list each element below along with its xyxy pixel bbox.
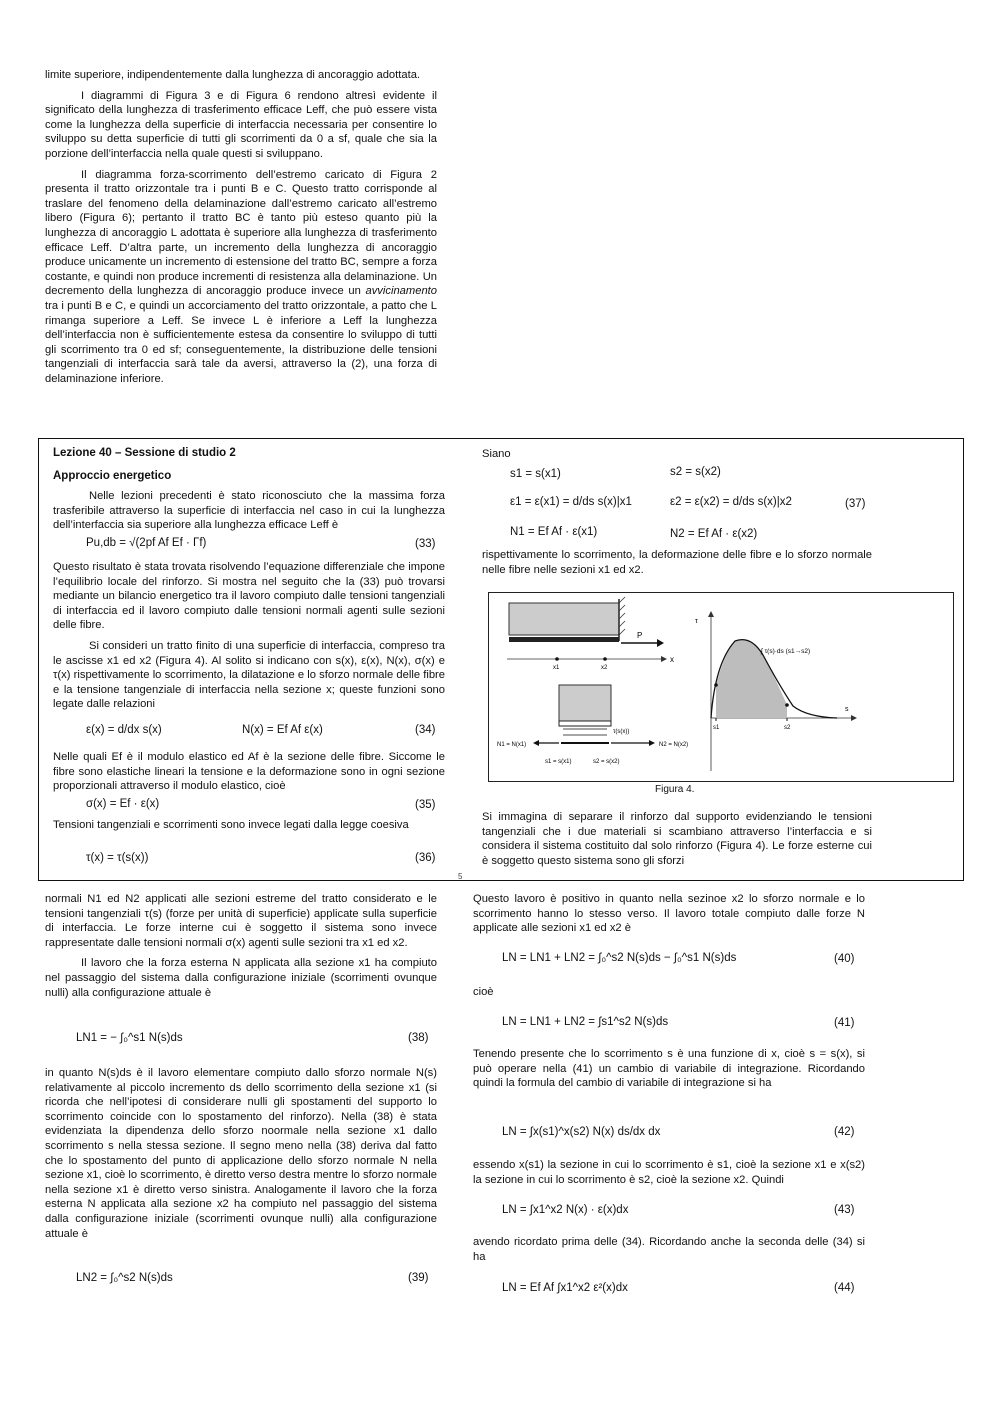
box-paragraph-7: Si immagina di separare il rinforzo dal supporto evidenziando le tensioni tangenziali che i due materiali si scambiano attraverso l’interfaccia e si considera il sistema costituito dal solo rinforzo (Figura 4). Le forze esterne cui è soggetto questo sistema sono gli sforzi xyxy=(482,811,872,867)
box-paragraph-2: Questo risultato è stata trovata risolvendo l’equazione differenziale che impone l’equilibrio locale del rinforzo. Si mostra nel seguito che la (33) può trovarsi mediante un bilancio energetico tra il lavoro compiuto dalle tensioni tangenziali di interfaccia ed il lavoro compiuto dalle tensioni normali agenti sulle sezioni delle fibre. Si consideri un tratto finito di una superficie di interfaccia, compreso tra le ascisse x1 ed x2 (Figura 4). Al solito si indicano con s(x), ε(x), N(x), σ(x) e τ(x) rispettivamente lo scorrimento, la dilatazione e lo sforzo normale delle fibre e la tensione tangenziale di interfaccia nella sezione x; queste funzioni sono legate dalle relazioni xyxy=(53,561,445,711)
figure-4-drawing xyxy=(489,593,953,781)
top-paragraph-1: limite superiore, indipendentemente dalla lunghezza di ancoraggio adottata. xyxy=(45,69,421,81)
section-subtitle: Approccio energetico xyxy=(53,469,172,482)
box-paragraph-4: Nelle quali Ef è il modulo elastico ed Af è la sezione delle fibre. Siccome le fibre sono elastiche lineari la tensione e la deformazione sono in ogni sezione proporzionali attraverso il modulo elastico, cioè xyxy=(53,751,445,793)
equation-40: LN = LN1 + LN2 = ∫₀^s2 N(s)ds − ∫₀^s1 N(s)ds xyxy=(502,952,737,964)
bottom-left-2: Il lavoro che la forza esterna N applicata alla sezione x1 ha compiuto nel passaggio del sistema dalla configurazione iniziale (scorrimenti ovunque nulli) alla configurazione attuale è xyxy=(45,957,437,999)
page-number: 5 xyxy=(458,872,463,881)
equation-number-34: (34) xyxy=(415,724,436,736)
equation-34b: N(x) = Ef Af ε(x) xyxy=(242,724,323,736)
equation-number-39: (39) xyxy=(408,1272,429,1284)
box-paragraph-1: Nelle lezioni precedenti è stato riconosciuto che la massima forza trasferibile attraverso la superficie di interfaccia nel caso in cui la lunghezza dell’interfaccia sia superiore alla lunghezza efficace Leff è xyxy=(53,490,445,532)
equation-number-40: (40) xyxy=(834,953,855,965)
x1-label: x1 xyxy=(553,665,560,671)
support-block xyxy=(509,603,619,635)
isolated-element xyxy=(559,685,611,721)
figure-4 xyxy=(488,592,954,782)
load-label-P: P xyxy=(637,631,643,640)
s2x-label: s2 = s(x2) xyxy=(593,759,620,765)
bottom-right-3: Tenendo presente che lo scorrimento s è una funzione di x, cioè s = s(x), si può operare nella (41) un cambio di variabile di integrazione. Ricordando quindi la formula del cambio di variabile di integrazione si ha xyxy=(473,1048,865,1090)
tau-axis-label: τ xyxy=(695,618,698,625)
equation-number-33: (33) xyxy=(415,538,436,550)
equation-number-41: (41) xyxy=(834,1017,855,1029)
equation-43: LN = ∫x1^x2 N(x) · ε(x)dx xyxy=(502,1204,629,1216)
equation-number-36: (36) xyxy=(415,852,436,864)
equation-number-37: (37) xyxy=(845,498,866,510)
box-paragraph-6: rispettivamente lo scorrimento, la deformazione delle fibre e lo sforzo normale nelle fibre nelle sezioni x1 ed x2. xyxy=(482,549,872,576)
top-paragraph-3: Il diagramma forza-scorrimento dell’estremo caricato di Figura 2 presenta il tratto orizzontale tra i punti B e C. Questo tratto corrisponde al traslare del fenomeno della delaminazione dall’estremo caricato all’estremo libero (Figura 6); pertanto il tratto BC è tanto più esteso quanto più la lunghezza di ancoraggio L adottata è superiore alla lunghezza di trasferimento efficace Leff. D’altra parte, un incremento della lunghezza di ancoraggio produce unicamente un incremento di estensione del tratto BC, sempre a forza costante, e quindi non produce incrementi di resistenza alla delaminazione. Un decremento della lunghezza di ancoraggio produce invece un avvicinamento tra i punti B e C, e quindi un accorciamento del tratto orizzontale, a patto che L rimanga superiore a Leff. Se invece L è inferiore a Leff la lunghezza dell’interfaccia non è sufficientemente estesa da consentire lo sviluppo di tutti gli scorrimento tra 0 ed sf; conseguentemente, la distribuzione delle tensioni tangenziali di interfaccia sarà tale da aversi, attraverso la (2), una forza di delaminazione inferiore. xyxy=(45,168,437,385)
eq37-s2: s2 = s(x2) xyxy=(670,466,721,478)
equation-39: LN2 = ∫₀^s2 N(s)ds xyxy=(76,1272,173,1284)
s2-axis-label: s2 xyxy=(784,725,791,731)
equation-42: LN = ∫x(s1)^x(s2) N(x) ds/dx dx xyxy=(502,1126,661,1138)
x-axis-label: x xyxy=(670,655,674,664)
equation-number-38: (38) xyxy=(408,1032,429,1044)
bottom-left-3: in quanto N(s)ds è il lavoro elementare compiuto dallo sforzo normale N(s) relativamente al piccolo incremento ds dello scorrimento della sezione x1 (si ricorda che nell’ipotesi di considerare nulli gli spostamenti del supporto lo scorrimento coincide con lo spostamento del rinforzo). Nella (38) è stata evidenziata la dipendenza dello sforzo noormale nella sezione x1 dallo scorrimento s nella stessa sezione. Il segno meno nella (38) deriva dal fatto che lo spostamento del punto di applicazione dello sforzo normale N nella sezione x1, cioè lo scorrimento, è diretto verso destra mentre lo sforzo normale nella sezione x1 è diretto verso sinistra. Analogamente il lavoro che la forza esterna N applicata alla sezione x2 ha compiuto nel passaggio del sistema dalla configurazione iniziale (scorrimenti ovunque nulli) alla configurazione attuale è xyxy=(45,1067,437,1240)
session-title: Lezione 40 – Sessione di studio 2 xyxy=(53,447,236,459)
eq37-n2: N2 = Ef Af · ε(x2) xyxy=(670,528,758,540)
equation-number-42: (42) xyxy=(834,1126,855,1138)
equation-41: LN = LN1 + LN2 = ∫s1^s2 N(s)ds xyxy=(502,1016,669,1028)
box-left-column xyxy=(53,446,445,539)
equation-number-43: (43) xyxy=(834,1204,855,1216)
x2-label: x2 xyxy=(601,665,608,671)
bottom-right-1: Questo lavoro è positivo in quanto nella sezinoe x2 lo sforzo normale e lo scorrimento hanno lo stesso verso. Il lavoro totale compiuto dalle forze N applicate alle sezioni x1 ed x2 è xyxy=(473,893,865,935)
equation-33: Pu,db = √(2pf Af Ef · Γf) xyxy=(86,537,207,549)
s-axis-label: s xyxy=(845,706,849,713)
equation-38: LN1 = − ∫₀^s1 N(s)ds xyxy=(76,1032,183,1044)
s1x-label: s1 = s(x1) xyxy=(545,759,572,765)
N1-label: N1 = N(x1) xyxy=(497,742,527,748)
eq37-n1: N1 = Ef Af · ε(x1) xyxy=(510,526,598,538)
integral-label: ∫ τ(s)·ds (s1→s2) xyxy=(761,648,811,655)
top-paragraph-2: I diagrammi di Figura 3 e di Figura 6 rendono altresì evidente il significato della lunghezza di trasferimento efficace Leff, che può essere vista come la lunghezza della superficie di interfaccia necessaria per consentire lo sviluppo su detta superficie di tutti gli scorrimenti da 0 a sf, quale che sia la porzione dell’interfaccia nella quale questi si sviluppano. xyxy=(45,89,437,160)
bottom-right-2: cioè xyxy=(473,986,494,998)
figure-4-caption: Figura 4. xyxy=(655,784,695,795)
tau-s-x-label: τ(s(x)) xyxy=(613,729,630,735)
s1-axis-label: s1 xyxy=(713,725,720,731)
equation-number-44: (44) xyxy=(834,1282,855,1294)
equation-34a: ε(x) = d/dx s(x) xyxy=(86,724,162,736)
eq37-e2: ε2 = ε(x2) = d/ds s(x)|x2 xyxy=(670,496,792,508)
N2-label: N2 = N(x2) xyxy=(659,742,689,748)
bottom-right-5: avendo ricordato prima delle (34). Ricordando anche la seconda delle (34) si ha xyxy=(473,1236,865,1263)
bottom-right-4: essendo x(s1) la sezione in cui lo scorrimento è s1, cioè la sezione x1 e x(s2) la sezione in cui lo scorrimento è s2, cioè la sezione x2. Quindi xyxy=(473,1159,865,1186)
box-paragraph-3: Si consideri un tratto finito di una superficie di interfaccia, compreso tra le ascisse x1 ed x2 (Figura 4). Al solito si indicano con s(x), ε(x), N(x), σ(x) e τ(x) rispettivamente lo scorrimento, la dilatazione e lo sforzo normale delle fibre e la tensione tangenziale di interfaccia nella sezione x; queste funzioni sono legate dalle relazioni xyxy=(53,639,445,711)
top-text xyxy=(45,68,437,392)
box-paragraph-5: Tensioni tangenziali e scorrimenti sono invece legati dalla legge coesiva xyxy=(53,819,409,831)
reinforcement xyxy=(509,637,619,642)
equation-35: σ(x) = Ef · ε(x) xyxy=(86,798,160,810)
eq37-s1: s1 = s(x1) xyxy=(510,468,561,480)
siano-label: Siano xyxy=(482,448,511,460)
equation-36: τ(x) = τ(s(x)) xyxy=(86,852,149,864)
equation-number-35: (35) xyxy=(415,799,436,811)
equation-44: LN = Ef Af ∫x1^x2 ε²(x)dx xyxy=(502,1282,628,1294)
bottom-left-1: normali N1 ed N2 applicati alle sezioni estreme del tratto considerato e le tensioni tangenziali τ(s) (forze per unità di superficie) applicate sulla superficie di interfaccia. Le forze interne cui è soggetto il sistema sono invece rappresentate dalle tensioni normali σ(x) agenti sulle sezioni tra x1 ed x2. Il lavoro che la forza esterna N applicata alla sezione x1 ha compiuto nel passaggio del sistema dalla configurazione iniziale (scorrimenti ovunque nulli) alla configurazione attuale è xyxy=(45,893,437,999)
eq37-e1: ε1 = ε(x1) = d/ds s(x)|x1 xyxy=(510,496,632,508)
